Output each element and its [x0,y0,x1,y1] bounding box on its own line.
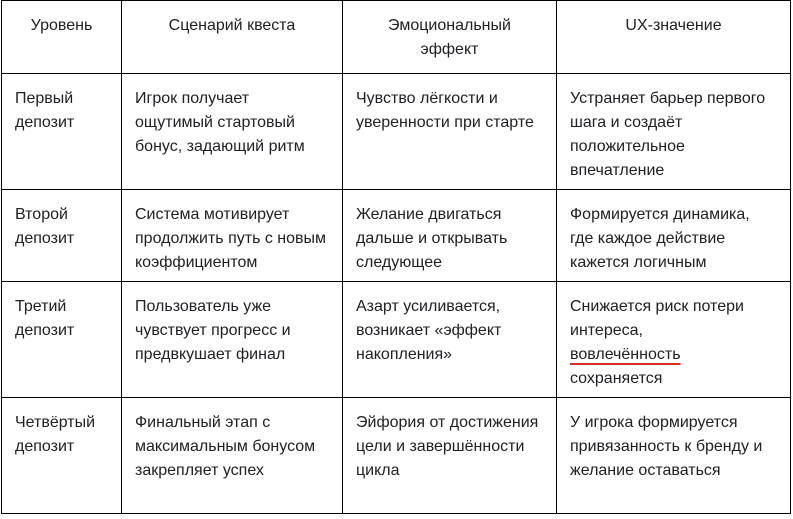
quest-levels-table [1,0,791,514]
cell-ux: Формируется динамика, где каждое действие кажется логичным [557,190,791,282]
cell-scenario: Пользователь уже чувствует прогресс и предвкушает финал [122,282,343,398]
cell-scenario: Система мотивирует продолжить путь с новым коэффициентом [122,190,343,282]
table-row [2,282,791,398]
cell-emotion: Азарт усиливается, возникает «эффект накопления» [343,282,557,398]
cell-level: Четвёртый депозит [2,398,122,514]
spellcheck-flagged-word[interactable]: вовлечённость [570,346,681,363]
header-emotion: Эмоциональный эффект [343,1,557,74]
table-row [2,74,791,190]
cell-emotion: Желание двигаться дальше и открывать следующее [343,190,557,282]
header-level: Уровень [2,1,122,74]
cell-ux [557,282,791,398]
cell-level: Третий депозит [2,282,122,398]
cell-scenario: Игрок получает ощутимый стартовый бонус, задающий ритм [122,74,343,190]
ux-text-before: Снижается риск потери интереса, [570,298,744,339]
cell-ux: У игрока формируется привязанность к бренду и желание оставаться [557,398,791,514]
table-row [2,190,791,282]
header-ux: UX-значение [557,1,791,74]
table-row [2,398,791,514]
cell-emotion: Чувство лёгкости и уверенности при старте [343,74,557,190]
cell-level: Первый депозит [2,74,122,190]
cell-ux: Устраняет барьер первого шага и создаёт положительное впечатление [557,74,791,190]
header-scenario: Сценарий квеста [122,1,343,74]
cell-emotion: Эйфория от достижения цели и завершённости цикла [343,398,557,514]
cell-level: Второй депозит [2,190,122,282]
ux-text-after: сохраняется [570,370,663,387]
table-header-row [2,1,791,74]
cell-scenario: Финальный этап с максимальным бонусом закрепляет успех [122,398,343,514]
